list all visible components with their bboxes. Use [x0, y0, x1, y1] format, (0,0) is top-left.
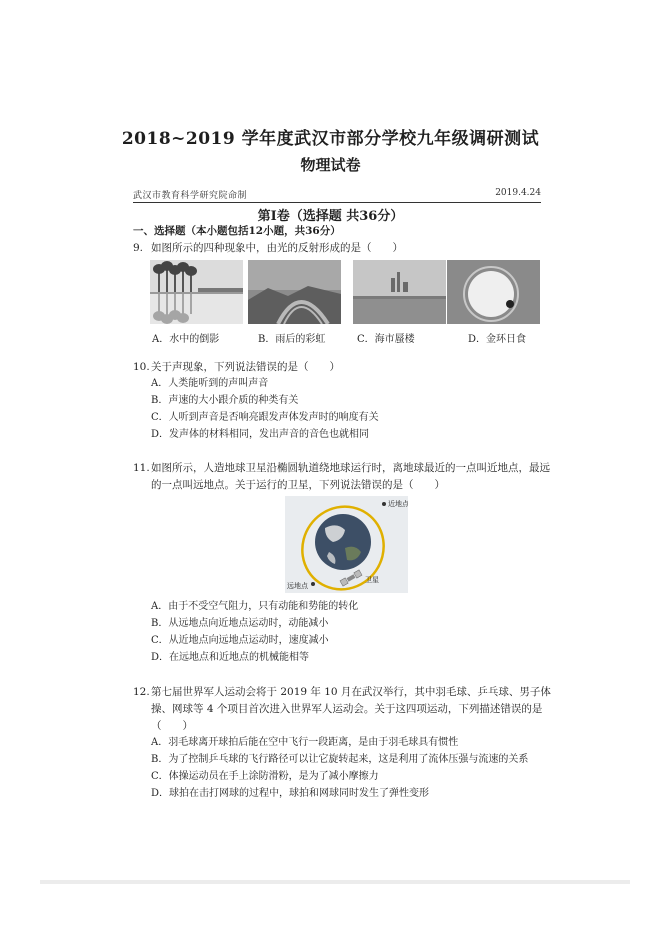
q12-number: 12.: [133, 686, 150, 698]
eclipse-photo: [447, 260, 540, 324]
part-heading: 一、选择题（本小题包括12小题，共36分）: [133, 225, 341, 237]
q12-option-b: B．为了控制乒乓球的飞行路径可以让它旋转起来，这是利用了流体压强与流速的关系: [151, 754, 529, 765]
q12-stem-line2: 操、网球等 4 个项目首次进入世界军人运动会。关于这四项运动，下列描述错误的是: [151, 703, 543, 715]
q12-option-d: D．球拍在击打网球的过程中，球拍和网球同时发生了弹性变形: [151, 788, 430, 799]
q9-caption-b: B．雨后的彩虹: [258, 334, 326, 345]
reflection-photo: [150, 260, 243, 324]
issuer: 武汉市教育科学研究院命制: [133, 191, 248, 201]
q9-stem: 如图所示的四种现象中，由光的反射形成的是（ ）: [151, 242, 403, 254]
q12-option-a: A．羽毛球离开球拍后能在空中飞行一段距离，是由于羽毛球具有惯性: [151, 737, 459, 748]
q11-stem-line1: 如图所示，人造地球卫星沿椭圆轨道绕地球运行时，离地球最近的一点叫近地点，最远: [151, 462, 550, 474]
q9-caption-a: A．水中的倒影: [152, 334, 220, 345]
page-bottom-divider: [40, 880, 630, 884]
q11-number: 11.: [133, 462, 150, 474]
exam-subtitle: 物理试卷: [300, 156, 361, 174]
meta-line: [133, 186, 541, 203]
q12-stem-line3: （ ）: [151, 720, 193, 732]
q9-caption-d: D．金环日食: [468, 334, 527, 345]
q10-option-b: B．声速的大小跟介质的种类有关: [151, 395, 299, 406]
q9-number: 9.: [133, 242, 144, 254]
exam-title: 2018~2019 学年度武汉市部分学校九年级调研测试: [121, 129, 540, 149]
q12-stem-line1: 第七届世界军人运动会将于 2019 年 10 月在武汉举行，其中羽毛球、乒乓球、男子体: [151, 686, 551, 698]
section-title: 第Ⅰ卷（选择题 共36分）: [257, 209, 404, 224]
far-point-label: 远地点: [287, 582, 308, 590]
q10-stem: 关于声现象，下列说法错误的是（ ）: [151, 361, 340, 373]
satellite-orbit-figure: [285, 496, 408, 593]
q10-option-a: A．人类能听到的声叫声音: [151, 378, 269, 389]
satellite-label: 卫星: [365, 576, 379, 584]
q11-option-b: B．从远地点向近地点运动时，动能减小: [151, 618, 329, 629]
rainbow-photo: [248, 260, 341, 324]
q10-number: 10.: [133, 361, 150, 373]
q10-option-d: D．发声体的材料相同，发出声音的音色也就相同: [151, 429, 370, 440]
near-point-label: 近地点: [388, 500, 408, 508]
q11-option-c: C．从近地点向远地点运动时，速度减小: [151, 635, 329, 646]
q10-option-c: C．人听到声音是否响亮跟发声体发声时的响度有关: [151, 412, 379, 423]
q12-option-c: C．体操运动员在手上涂防滑粉，是为了减小摩擦力: [151, 771, 379, 782]
q9-caption-c: C．海市蜃楼: [357, 334, 415, 345]
q11-option-d: D．在远地点和近地点的机械能相等: [151, 652, 310, 663]
q11-stem-line2: 的一点叫远地点。关于运行的卫星，下列说法错误的是（ ）: [151, 479, 445, 491]
q11-option-a: A．由于不受空气阻力，只有动能和势能的转化: [151, 601, 359, 612]
exam-date: 2019.4.24: [495, 188, 541, 198]
mirage-photo: [353, 260, 446, 324]
